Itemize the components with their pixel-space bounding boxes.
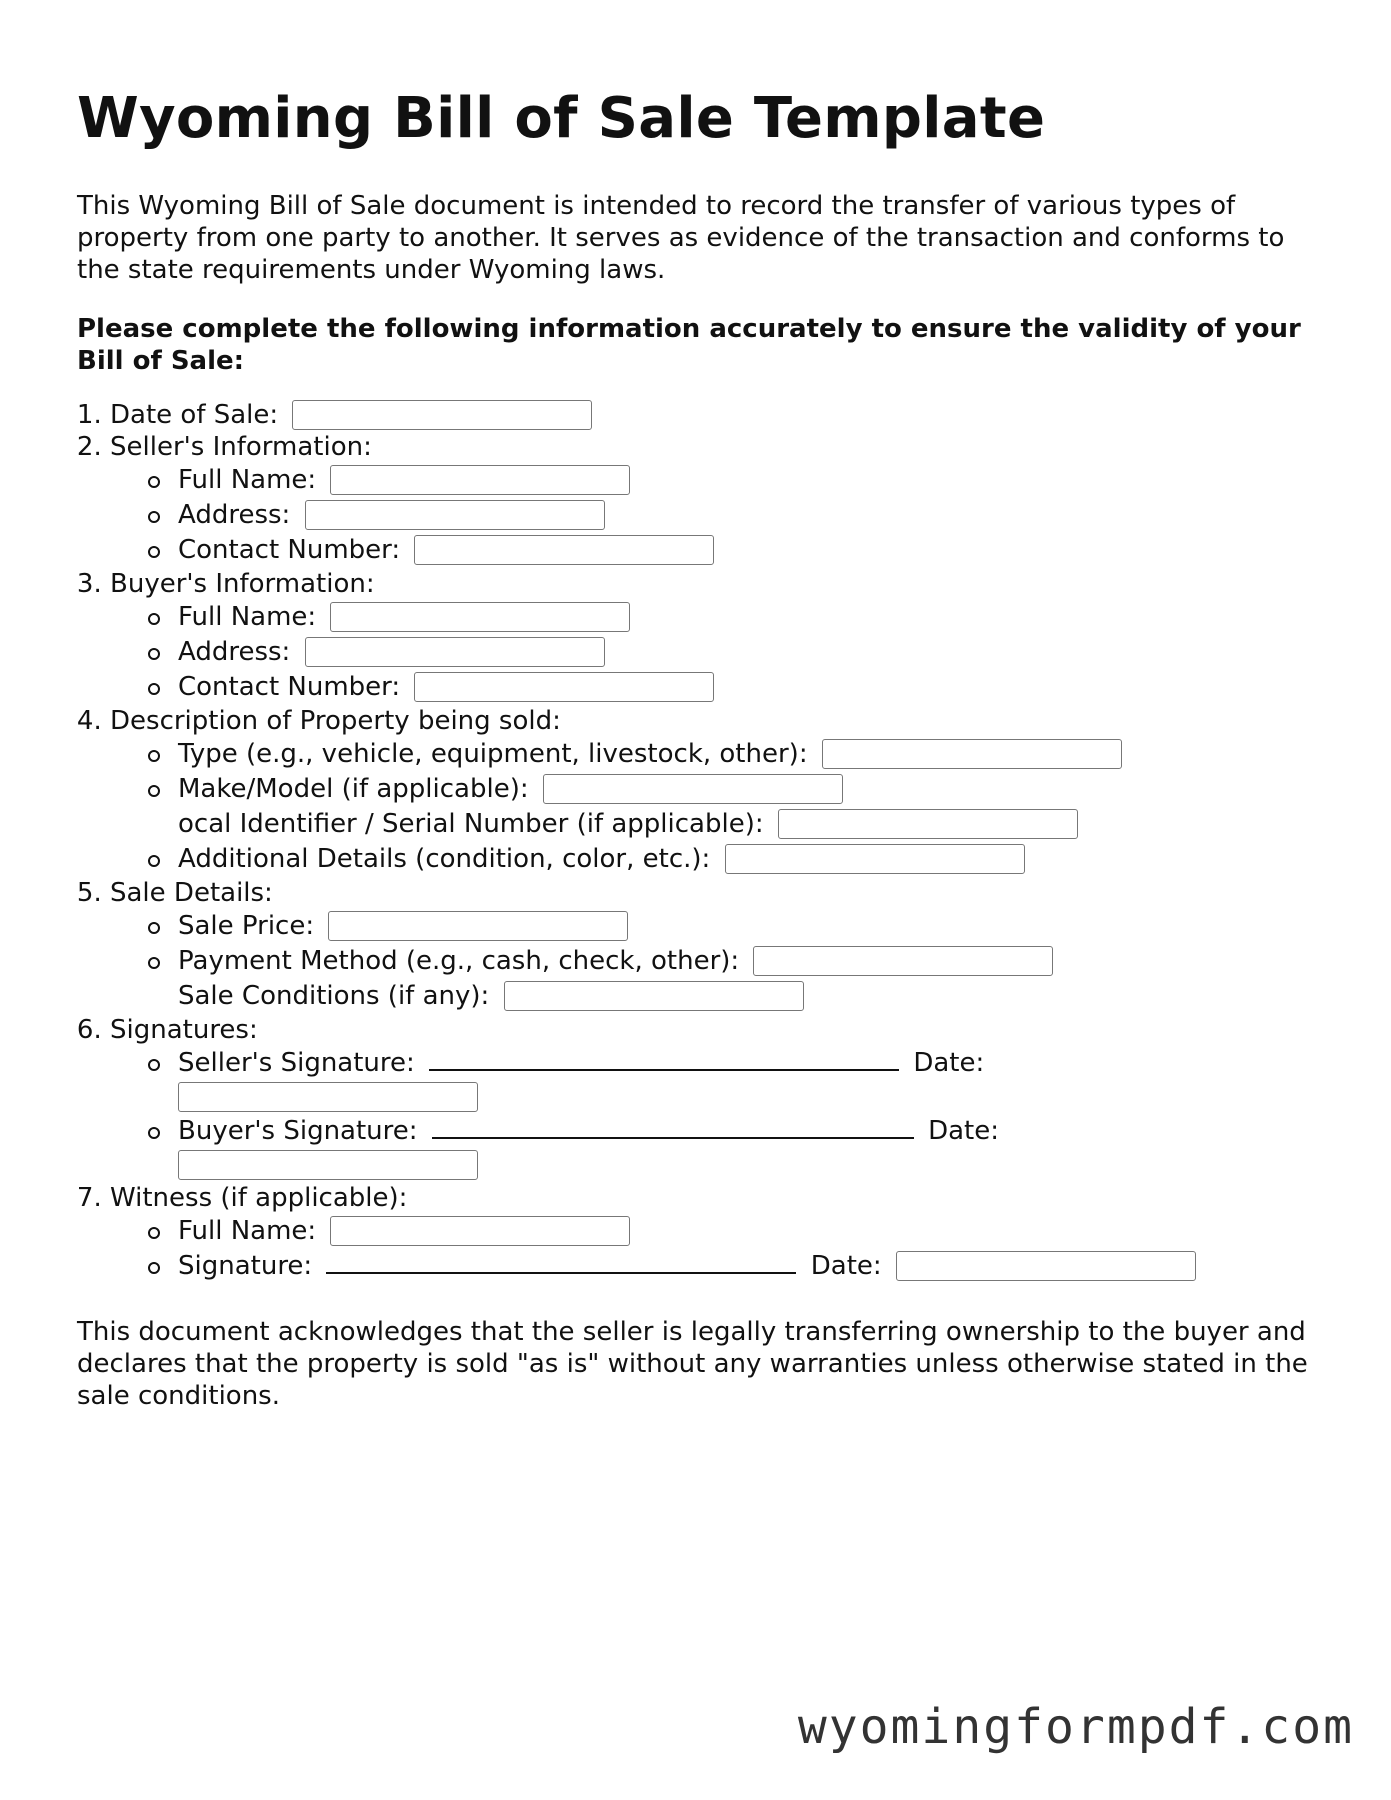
sale-conditions-row xyxy=(110,979,1317,1014)
buyer-full-name-label: Full Name: xyxy=(178,601,317,632)
seller-full-name-label: Full Name: xyxy=(178,464,317,495)
buyer-address-input[interactable] xyxy=(305,637,605,667)
property-type-input[interactable] xyxy=(822,739,1122,769)
page-title: Wyoming Bill of Sale Template xyxy=(77,86,1046,151)
seller-address-row xyxy=(110,498,1317,533)
sale-heading: Sale Details: xyxy=(110,877,273,908)
property-details-row xyxy=(110,842,1317,877)
payment-method-input[interactable] xyxy=(753,946,1053,976)
witness-signature-label: Signature: xyxy=(178,1250,313,1281)
seller-signature-date-input[interactable] xyxy=(178,1082,478,1112)
date-of-sale-label: Date of Sale: xyxy=(110,399,279,430)
buyer-full-name-input[interactable] xyxy=(330,602,630,632)
sale-conditions-input[interactable] xyxy=(504,981,804,1011)
buyer-signature-row xyxy=(110,1114,1317,1180)
buyer-signature-line[interactable] xyxy=(432,1117,914,1139)
buyer-address-row xyxy=(110,635,1317,670)
document-page xyxy=(77,88,1317,1412)
site-watermark: wyomingformpdf.com xyxy=(797,1699,1354,1755)
property-serial-row xyxy=(110,807,1317,842)
seller-address-input[interactable] xyxy=(305,500,605,530)
property-details-input[interactable] xyxy=(725,844,1025,874)
buyer-address-label: Address: xyxy=(178,636,291,667)
payment-method-row xyxy=(110,944,1317,979)
signatures-heading: Signatures: xyxy=(110,1014,258,1045)
seller-address-label: Address: xyxy=(178,499,291,530)
property-serial-label: ocal Identifier / Serial Number (if applicable): xyxy=(178,808,764,839)
witness-full-name-input[interactable] xyxy=(330,1216,630,1246)
seller-contact-row xyxy=(110,533,1317,568)
buyer-signature-date-label: Date: xyxy=(928,1115,999,1146)
witness-date-label: Date: xyxy=(810,1250,882,1281)
section-signatures xyxy=(110,1014,1317,1180)
section-buyer xyxy=(110,568,1317,705)
buyer-signature-date-input[interactable] xyxy=(178,1150,478,1180)
buyer-contact-input[interactable] xyxy=(414,672,714,702)
seller-signature-label: Seller's Signature: xyxy=(178,1047,415,1078)
witness-date-input[interactable] xyxy=(896,1251,1196,1281)
sale-price-label: Sale Price: xyxy=(178,910,315,941)
witness-heading: Witness (if applicable): xyxy=(110,1182,408,1213)
instructions: Please complete the following information accurately to ensure the validity of your Bill of Sale: xyxy=(77,313,1301,376)
section-sale xyxy=(110,877,1317,1014)
property-make-model-label: Make/Model (if applicable): xyxy=(178,773,529,804)
witness-full-name-label: Full Name: xyxy=(178,1215,317,1246)
sale-conditions-label: Sale Conditions (if any): xyxy=(178,980,490,1011)
seller-signature-row xyxy=(110,1046,1317,1112)
section-property xyxy=(110,705,1317,877)
section-seller xyxy=(110,431,1317,568)
seller-contact-input[interactable] xyxy=(414,535,714,565)
buyer-signature-label: Buyer's Signature: xyxy=(178,1115,418,1146)
seller-full-name-input[interactable] xyxy=(330,465,630,495)
section-date-of-sale xyxy=(110,399,1317,431)
buyer-heading: Buyer's Information: xyxy=(110,568,375,599)
intro-paragraph: This Wyoming Bill of Sale document is intended to record the transfer of various types of property from one party to another. It serves as evidence of the transaction and conforms to the state requirements under Wyoming laws. xyxy=(77,190,1285,285)
date-of-sale-input[interactable] xyxy=(292,400,592,430)
property-heading: Description of Property being sold: xyxy=(110,705,561,736)
closing-paragraph: This document acknowledges that the seller is legally transferring ownership to the buyer and declares that the property is sold "as is" without any warranties unless otherwise stated in the sale conditions. xyxy=(77,1316,1308,1411)
witness-signature-row xyxy=(110,1249,1317,1284)
property-serial-input[interactable] xyxy=(778,809,1078,839)
payment-method-label: Payment Method (e.g., cash, check, other): xyxy=(178,945,740,976)
seller-contact-label: Contact Number: xyxy=(178,534,401,565)
sale-price-row xyxy=(110,909,1317,944)
witness-signature-line[interactable] xyxy=(326,1252,796,1274)
sale-price-input[interactable] xyxy=(328,911,628,941)
seller-full-name-row xyxy=(110,463,1317,498)
property-make-model-input[interactable] xyxy=(543,774,843,804)
seller-signature-date-label: Date: xyxy=(913,1047,985,1078)
witness-full-name-row xyxy=(110,1214,1317,1249)
seller-heading: Seller's Information: xyxy=(110,431,372,462)
property-type-row xyxy=(110,737,1317,772)
form-sections xyxy=(77,399,1317,1284)
buyer-contact-label: Contact Number: xyxy=(178,671,401,702)
property-make-model-row xyxy=(110,772,1317,807)
property-type-label: Type (e.g., vehicle, equipment, livestock, other): xyxy=(178,738,808,769)
buyer-contact-row xyxy=(110,670,1317,705)
buyer-full-name-row xyxy=(110,600,1317,635)
seller-signature-line[interactable] xyxy=(429,1049,899,1071)
property-details-label: Additional Details (condition, color, etc.): xyxy=(178,843,711,874)
section-witness xyxy=(110,1182,1317,1284)
